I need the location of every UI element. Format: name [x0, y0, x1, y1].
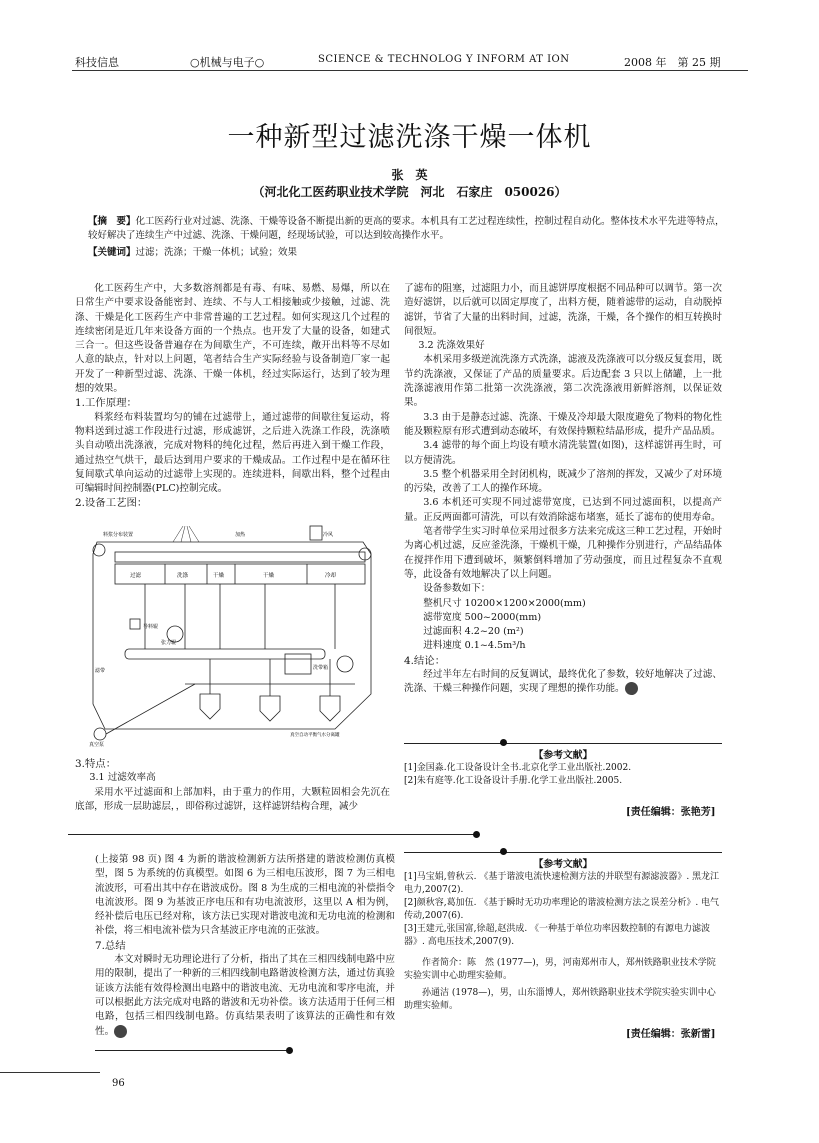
separator-dot — [473, 831, 480, 838]
right-column — [404, 282, 722, 697]
label-vacuum: 真空泵 — [89, 742, 105, 748]
end-mark-icon: 科 — [114, 1025, 127, 1038]
left-column — [75, 282, 390, 511]
label-filter: 过滤 — [130, 573, 142, 579]
summary-paragraph — [95, 953, 395, 1039]
section-2-heading: 2.设备工艺图： — [75, 497, 148, 510]
author-bio: 孙通洁 (1978—)，男，山东淄博人，郑州铁路职业技术学院实验实训中心助理实验师。 — [404, 988, 716, 1011]
continued-paragraph: 了滤布的阻塞，过滤阻力小，而且滤饼厚度根据不同品种可以调节。第一次造好滤饼，以后就可以固定厚度了，出料方便，随着滤带的运动，自动脱掉滤饼，节省了大量的出料时间，过滤，洗涤，干燥，各个操作的相互转换时间很短。 — [404, 283, 722, 337]
header-rule — [72, 70, 748, 71]
abstract-text: 化工医药行业对过滤、洗涤、干燥等设备不断提出新的更高的要求。本机具有工艺过程连续性，控制过程自动化。整体技术水平先进等特点，较好解决了连续生产中过滤、洗涤、干燥问题，经现场试验，可以达到较高操作水平。 — [88, 216, 725, 241]
author: 张 英 — [391, 168, 428, 182]
ref-item: [2]朱有庭等.化工设备设计手册.化学工业出版社.2005. — [404, 776, 623, 786]
param-size: 整机尺寸 10200×1200×2000(mm) — [423, 597, 586, 609]
section-1-heading: 1.工作原理： — [75, 397, 137, 410]
issue-info: 2008 年 第 25 期 — [624, 56, 721, 69]
ref-item: [1]马宝娟,曾秋云. 《基于谐波电流快速检测方法的并联型有源滤波器》. 黑龙江电力,2007(2). — [404, 872, 720, 895]
author-bio: 作者简介：陈 然 (1977—)，男，河南郑州市人，郑州铁路职业技术学院实验实训中心助理实验师。 — [404, 958, 716, 981]
article-separator — [68, 834, 478, 835]
editor-note-2: [责任编辑：张新雷] — [626, 1029, 716, 1040]
section-3-heading: 3.特点： — [75, 758, 117, 770]
journal-name: 科技信息 — [75, 56, 119, 69]
refs2-title: 【参考文献】 — [533, 859, 593, 870]
intro-paragraph: 化工医药生产中，大多数溶剂都是有毒、有味、易燃、易爆，所以在日常生产中要求设备能密封、连续、不与人工相接触或少接触，过滤、洗涤、干燥是化工医药生产中非常普遍的工艺过程。如何实现这几个过程的连续密闭是近几年来设备方面的一个热点。也开发了大量的设备，如建式三合一。但这些设备普遍存在为间歇生产，不可连续，敞开出料等不尽如人意的缺点，针对以上问题，笔者结合生产实际经验与设备制造厂家一起开发了一种新型过滤、洗涤、干燥一体机，经过实际运行，达到了较为理想的效果。 — [75, 283, 390, 395]
param-area: 过滤面积 4.2~20 (m²) — [423, 626, 524, 638]
abstract — [88, 215, 728, 260]
journal-name-en: SCIENCE & TECHNOLOG Y INFORM AT ION — [318, 54, 570, 65]
section-3-5-paragraph: 3.5 整个机器采用全封闭机构，既减少了溶剂的挥发，又减少了对环境的污染，改善了工人的操作环境。 — [404, 468, 722, 495]
label-note: 真空自动平衡气水分离罐 — [290, 733, 340, 738]
refs2-rule — [404, 852, 722, 853]
continued-article-paragraph: (上接第 98 页) 图 4 为新的谐波检测新方法所搭建的谐波检测仿真模型，图 5 为系统的仿真模型。如图 6 为三相电压波形，图 7 为三相电流波形，可看出其中存在谐波成份。图 8 为生成的三相电流的补偿指令电流波形。图 9 为基波正序电压和有功电流波形，这里以 A 相为例，经补偿后电压已经对称，该方法已实现对谐波电流和无功电流的检测和补偿，将三相电流补偿为只含基波正序电流的正弦波。 — [95, 854, 396, 937]
rule-dot — [500, 739, 507, 746]
label-distributor: 料浆分布装置 — [103, 532, 134, 538]
ref-item: [1]金国淼.化工设备设计全书.北京化学工业出版社.2002. — [404, 763, 632, 773]
label-heating: 加热 — [235, 532, 246, 538]
summary-heading: 7.总结 — [95, 939, 126, 952]
section-3-6-paragraph: 3.6 本机还可实现不同过滤带宽度，已达到不同过滤面积，以提高产量。正反两面都可清洗，可以有效消除滤布堵塞，延长了滤布的使用寿命。 — [404, 497, 722, 523]
summary-text: 本文对瞬时无功理论进行了分析，指出了其在三相四线制电路中应用的限制，提出了一种新的三相四线制电路谐波检测方法，通过仿真验证该方法能有效得检测出电路中的谐波电流、无功电流和零序电流，并可以根据此方法完成对电路的谐波和无功补偿。该方法适用于任何三相电路，包括三相四线制电路。仿真结果表明了该算法的正确性和有效性。 — [95, 954, 395, 1037]
section-3-2-heading: 3.2 洗涤效果好 — [418, 340, 485, 352]
label-cleaner: 洗带箱 — [313, 665, 329, 671]
section-name: ○机械与电子○ — [190, 56, 265, 69]
label-dry2: 干燥 — [263, 573, 275, 579]
bottom-left-column — [95, 853, 395, 1039]
section-1-paragraph: 料浆经布料装置均匀的铺在过滤带上，通过滤带的间歇往复运动，将物料送到过滤工作段进行过滤，形成滤饼，之后进入洗涤工作段，洗涤喷头自动喷出洗涤液，完成对物料的纯化过程，然后再进入到干燥工作段，通过热空气烘干，最后达到用户要求的干燥成品。工作过程中是在循环往复间歇式单向运动的过滤带上实现的。连续进料，间歇出料，整个过程由可编辑时间控制器(PLC)控制完成。 — [75, 411, 390, 495]
left-column-lower — [75, 757, 390, 814]
refs-list — [404, 762, 722, 788]
abstract-label: 【摘 要】 — [88, 216, 136, 227]
affiliation: （河北化工医药职业技术学院 河北 石家庄 050026） — [252, 185, 567, 199]
refs-title: 【参考文献】 — [533, 750, 593, 761]
article-title: 一种新型过滤洗涤干燥一体机 — [227, 122, 592, 153]
refs2-list — [404, 871, 722, 1013]
process-diagram — [85, 524, 377, 752]
page-number: 96 — [112, 1078, 125, 1089]
end-mark-icon: 科 — [625, 682, 638, 695]
section-3-4-paragraph: 3.4 滤带的每个面上均设有喷水清洗装置(如图)，这样滤饼再生时，可以方便清洗。 — [404, 440, 722, 466]
conclusion-text: 经过半年左右时间的反复调试，最终优化了参数，较好地解决了过滤、洗涤、干燥三种操作问题，实现了理想的操作功能。 — [404, 669, 722, 695]
label-cool: 冷却 — [325, 573, 337, 579]
section-3-2-paragraph: 本机采用多级逆流洗涤方式洗涤，滤液及洗涤液可以分级反复套用，既节约洗涤液，又保证了产品的质量要求。后边配套 3 只以上储罐，上一批洗涤滤液用作第二批第一次洗涤液，第二次洗涤液用新鲜溶剂，以保证效果。 — [404, 354, 722, 409]
params-intro: 设备参数如下： — [423, 583, 491, 595]
label-drive: 导料辊 — [143, 624, 159, 630]
label-cooling: 冷风 — [323, 532, 334, 538]
param-belt-width: 滤带宽度 500~2000(mm) — [423, 611, 542, 623]
refs-rule — [404, 743, 722, 744]
practice-paragraph: 笔者带学生实习时单位采用过很多方法来完成这三种工艺过程，开始时为离心机过滤，反应釜洗涤，干燥机干燥，几种操作分别进行，产品结晶体在搅拌作用下遭到破坏，频繁倒料增加了劳动强度，而且过程复杂不直观等，此设备有效地解决了以上问题。 — [404, 526, 722, 580]
keywords-text: 过滤；洗涤；干燥一体机；试验；效果 — [135, 247, 298, 258]
section-3-3-paragraph: 3.3 由于是静态过滤、洗涤、干燥及冷却最大限度避免了物料的物化性能及颗粒原有形式遭到动态破坏，有效保持颗粒结晶形成，提升产品品质。 — [404, 411, 722, 437]
section-4-heading: 4.结论： — [404, 654, 446, 667]
section-3-1-paragraph: 采用水平过滤面和上部加料，由于重力的作用，大颗粒固相会先沉在底部，形成一层助滤层，，即俗称过滤饼，这样滤饼结构合理，减少 — [75, 786, 390, 812]
bottom-rule — [95, 1050, 290, 1051]
bottom-rule-dot — [286, 1047, 293, 1054]
refs2-rule-dot — [500, 848, 507, 855]
label-dry1: 干燥 — [213, 573, 225, 579]
param-feed: 进料速度 0.1~4.5m³/h — [423, 640, 526, 652]
label-tension: 张力辊 — [161, 640, 177, 646]
ref-item: [3]王建元,张国富,徐超,赵洪成. 《一种基于单位功率因数控制的有源电力滤波器》. 高电压技术,2007(9). — [404, 924, 711, 947]
label-belt: 滤带 — [95, 668, 106, 674]
section-3-1-heading: 3.1 过滤效率高 — [89, 772, 156, 784]
footer-rule — [0, 1072, 100, 1073]
label-wash: 洗涤 — [177, 573, 189, 579]
editor-note: [责任编辑：张艳芳] — [626, 807, 716, 818]
keywords-label: 【关键词】 — [88, 247, 136, 258]
ref-item: [2]颜秋容,葛加伍. 《基于瞬时无功功率理论的谐波检测方法之误差分析》. 电气传动,2007(6). — [404, 898, 720, 921]
section-4-paragraph — [404, 668, 722, 697]
